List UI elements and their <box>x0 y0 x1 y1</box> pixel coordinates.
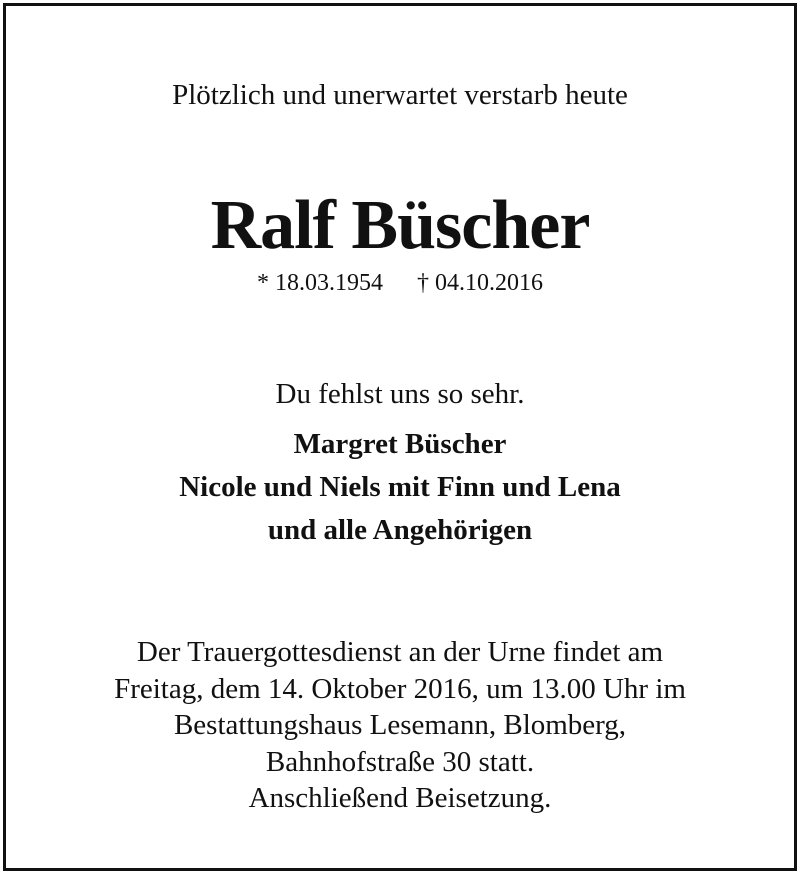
service-line: Freitag, dem 14. Oktober 2016, um 13.00 Uhr im <box>114 672 686 705</box>
mourner-line: und alle Angehörigen <box>267 514 533 546</box>
birth-date: * 18.03.1954 <box>257 270 383 296</box>
farewell-quote: Du fehlst uns so sehr. <box>275 378 525 410</box>
mourner-line: Margret Büscher <box>293 428 507 460</box>
service-line: Der Trauergottesdienst an der Urne findet am <box>136 636 664 668</box>
death-date: † 04.10.2016 <box>417 270 543 296</box>
life-dates <box>0 268 800 298</box>
service-line: Anschließend Beisetzung. <box>248 782 552 814</box>
intro-text: Plötzlich und unerwartet verstarb heute <box>172 79 628 111</box>
service-line: Bahnhofstraße 30 statt. <box>265 745 535 778</box>
service-info <box>0 634 800 817</box>
service-line: Bestattungshaus Lesemann, Blomberg, <box>173 709 627 741</box>
deceased-name: Ralf Büscher <box>210 187 590 264</box>
mourner-line: Nicole und Niels mit Finn und Lena <box>179 471 621 503</box>
